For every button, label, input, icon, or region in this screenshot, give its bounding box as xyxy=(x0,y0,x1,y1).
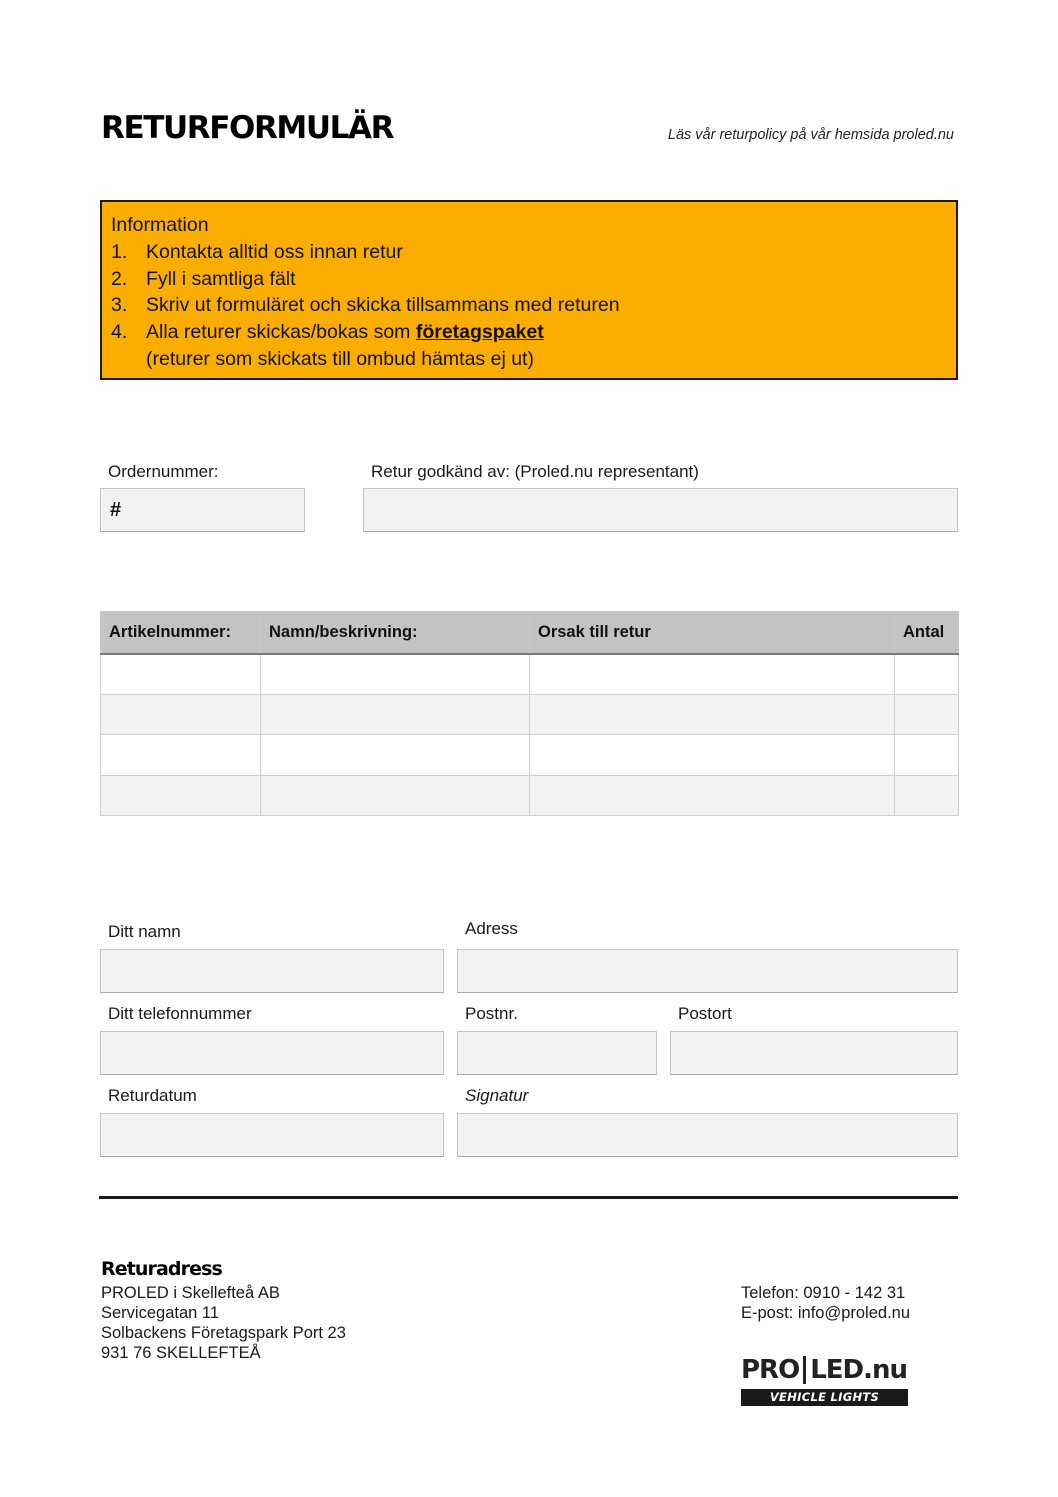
info-note: (returer som skickats till ombud hämtas ej ut) xyxy=(146,347,534,370)
phone-field[interactable] xyxy=(100,1031,444,1075)
info-item-text: Fyll i samtliga fält xyxy=(146,267,296,290)
info-item xyxy=(111,266,947,293)
info-item xyxy=(111,319,947,346)
order-number-label: Ordernummer: xyxy=(108,462,219,481)
reason-cell[interactable] xyxy=(530,654,895,695)
postal-code-label: Postnr. xyxy=(465,1004,518,1023)
quantity-cell[interactable] xyxy=(895,775,959,816)
description-cell[interactable] xyxy=(261,654,530,695)
return-items-table xyxy=(100,611,959,816)
column-header-return-reason: Orsak till retur xyxy=(530,612,895,654)
address-line: 931 76 SKELLEFTEÅ xyxy=(101,1344,261,1362)
quantity-cell[interactable] xyxy=(895,694,959,735)
logo-separator xyxy=(803,1356,806,1384)
article-number-cell[interactable] xyxy=(101,735,261,776)
logo-tagline: VEHICLE LIGHTS xyxy=(741,1389,908,1406)
reason-cell[interactable] xyxy=(530,775,895,816)
approved-by-field[interactable] xyxy=(363,488,958,532)
info-item-number: 4. xyxy=(111,321,128,344)
contact-info xyxy=(741,1283,910,1323)
article-number-cell[interactable] xyxy=(101,654,261,695)
column-header-article-number: Artikelnummer: xyxy=(101,612,261,654)
approved-by-label: Retur godkänd av: (Proled.nu representant) xyxy=(371,462,699,481)
column-header-name-description: Namn/beskrivning: xyxy=(261,612,530,654)
info-item-text: Kontakta alltid oss innan retur xyxy=(146,240,403,263)
description-cell[interactable] xyxy=(261,694,530,735)
section-divider xyxy=(99,1196,958,1199)
logo-led-text: LED.nu xyxy=(810,1355,907,1385)
order-number-field[interactable]: # xyxy=(100,488,305,532)
signature-field[interactable] xyxy=(457,1113,958,1157)
logo-pro-text: PRO xyxy=(741,1355,800,1385)
info-item xyxy=(111,239,947,266)
return-policy-note: Läs vår returpolicy på vår hemsida proled.nu xyxy=(667,127,954,143)
address-field[interactable] xyxy=(457,949,958,993)
address-line: Solbackens Företagspark Port 23 xyxy=(101,1324,346,1342)
info-item-number: 1. xyxy=(111,240,128,263)
address-line: Servicegatan 11 xyxy=(101,1304,220,1322)
address-line: PROLED i Skellefteå AB xyxy=(101,1284,280,1302)
return-address xyxy=(101,1283,346,1363)
reason-cell[interactable] xyxy=(530,735,895,776)
signature-label: Signatur xyxy=(465,1086,529,1105)
column-header-quantity: Antal xyxy=(895,612,959,654)
table-header-row xyxy=(101,612,959,654)
page-title: RETURFORMULÄR xyxy=(101,110,394,146)
proled-logo xyxy=(741,1355,909,1406)
table-row xyxy=(101,694,959,735)
info-item-number: 2. xyxy=(111,267,128,290)
info-item-text: Skriv ut formuläret och skicka tillsammans med returen xyxy=(146,294,620,317)
description-cell[interactable] xyxy=(261,775,530,816)
quantity-cell[interactable] xyxy=(895,654,959,695)
description-cell[interactable] xyxy=(261,735,530,776)
information-heading: Information xyxy=(111,214,209,236)
postal-code-field[interactable] xyxy=(457,1031,657,1075)
article-number-cell[interactable] xyxy=(101,775,261,816)
return-date-label: Returdatum xyxy=(108,1086,197,1105)
table-row xyxy=(101,654,959,695)
address-label: Adress xyxy=(465,919,518,938)
return-date-field[interactable] xyxy=(100,1113,444,1157)
city-label: Postort xyxy=(678,1004,732,1023)
info-item-text: Alla returer skickas/bokas som xyxy=(146,321,416,344)
return-address-title: Returadress xyxy=(101,1258,222,1280)
name-field[interactable] xyxy=(100,949,444,993)
info-item xyxy=(111,292,947,319)
table-row xyxy=(101,775,959,816)
article-number-cell[interactable] xyxy=(101,694,261,735)
contact-phone: Telefon: 0910 - 142 31 xyxy=(741,1284,906,1302)
info-item-number: 3. xyxy=(111,294,128,317)
quantity-cell[interactable] xyxy=(895,735,959,776)
info-item-emphasis: företagspaket xyxy=(415,321,544,344)
table-row xyxy=(101,735,959,776)
information-box xyxy=(100,200,958,380)
city-field[interactable] xyxy=(670,1031,958,1075)
phone-label: Ditt telefonnummer xyxy=(108,1004,252,1023)
reason-cell[interactable] xyxy=(530,694,895,735)
contact-email: E-post: info@proled.nu xyxy=(741,1304,911,1322)
name-label: Ditt namn xyxy=(108,922,181,941)
